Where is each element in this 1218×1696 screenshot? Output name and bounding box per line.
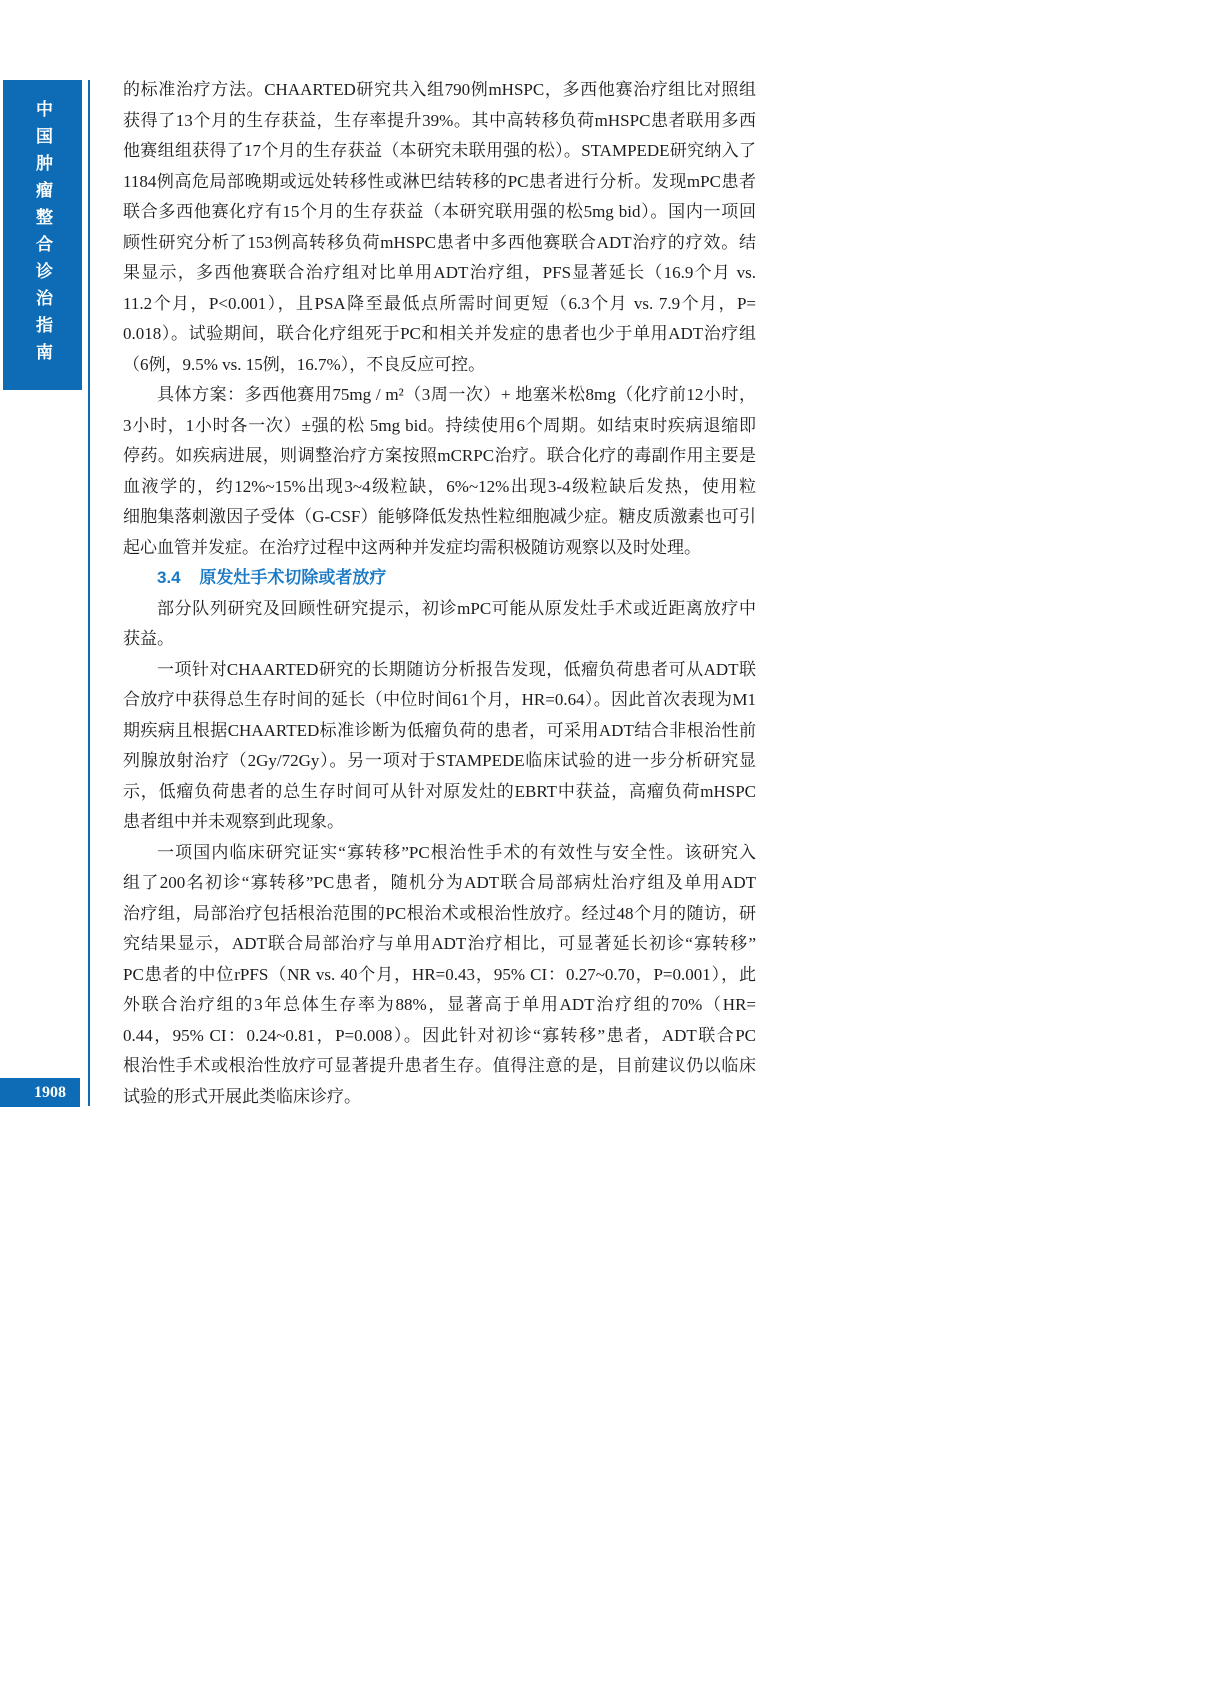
text-line: 细胞集落刺激因子受体（G-CSF）能够降低发热性粒细胞减少症。糖皮质激素也可引 xyxy=(123,507,756,526)
text-line: 1184例高危局部晚期或远处转移性或淋巴结转移的PC患者进行分析。发现mPC患者 xyxy=(123,171,756,191)
text-line: 患者组中并未观察到此现象。 xyxy=(123,812,344,831)
text-line: 联合多西他赛化疗有15个月的生存获益（本研究联用强的松5mg bid）。国内一项回 xyxy=(123,202,756,221)
page-number: 1908 xyxy=(34,1083,66,1101)
page-number-badge xyxy=(0,1078,80,1107)
text-line: 获益。 xyxy=(123,629,174,648)
text-line: 0.44，95% CI：0.24~0.81，P=0.008）。因此针对初诊“寡转移”患者，ADT联合PC xyxy=(123,1025,756,1045)
text-line: 获得了13个月的生存获益，生存率提升39%。其中高转移负荷mHSPC患者联用多西 xyxy=(123,110,756,130)
section-heading-title: 原发灶手术切除或者放疗 xyxy=(199,568,387,587)
text-line: 停药。如疾病进展，则调整治疗方案按照mCRPC治疗。联合化疗的毒副作用主要是 xyxy=(123,446,756,465)
section-heading-number: 3.4 xyxy=(157,568,181,587)
section-heading xyxy=(123,563,756,594)
sidebar-divider-line xyxy=(88,80,90,1106)
text-line: 起心血管并发症。在治疗过程中这两种并发症均需积极随访观察以及时处理。 xyxy=(123,537,701,557)
text-line: 具体方案：多西他赛用75mg / m²（3周一次）+ 地塞米松8mg（化疗前12小时， xyxy=(157,385,756,404)
document-body xyxy=(123,75,756,1112)
text-line: PC患者的中位rPFS（NR vs. 40个月，HR=0.43，95% CI：0.27~0.70，P=0.001），此 xyxy=(123,964,756,984)
text-line: 合放疗中获得总生存时间的延长（中位时间61个月，HR=0.64）。因此首次表现为M1 xyxy=(123,690,756,709)
text-line: 11.2个月，P<0.001），且PSA降至最低点所需时间更短（6.3个月 vs. 7.9个月，P= xyxy=(123,293,756,313)
sidebar-banner xyxy=(3,80,82,390)
text-line: 根治性手术或根治性放疗可显著提升患者生存。值得注意的是，目前建议仍以临床 xyxy=(123,1056,756,1075)
text-line: 他赛组组获得了17个月的生存获益（本研究未联用强的松）。STAMPEDE研究纳入了 xyxy=(123,141,756,160)
text-line: 示，低瘤负荷患者的总生存时间可从针对原发灶的EBRT中获益，高瘤负荷mHSPC xyxy=(123,781,756,801)
text-line: 试验的形式开展此类临床诊疗。 xyxy=(123,1086,361,1106)
text-line: 组了200名初诊“寡转移”PC患者，随机分为ADT联合局部病灶治疗组及单用ADT xyxy=(123,873,756,892)
text-line: （6例，9.5% vs. 15例，16.7%），不良反应可控。 xyxy=(123,354,486,374)
text-line: 列腺放射治疗（2Gy/72Gy）。另一项对于STAMPEDE临床试验的进一步分析研究显 xyxy=(123,751,756,770)
text-line: 期疾病且根据CHAARTED标准诊断为低瘤负荷的患者，可采用ADT结合非根治性前 xyxy=(123,720,756,740)
text-line: 血液学的，约12%~15%出现3~4级粒缺，6%~12%出现3-4级粒缺后发热，使用粒 xyxy=(123,476,756,496)
text-line: 顾性研究分析了153例高转移负荷mHSPC患者中多西他赛联合ADT治疗的疗效。结 xyxy=(123,232,756,252)
text-line: 究结果显示，ADT联合局部治疗与单用ADT治疗相比，可显著延长初诊“寡转移” xyxy=(123,934,756,953)
text-line: 3小时，1小时各一次）±强的松 5mg bid。持续使用6个周期。如结束时疾病退缩即 xyxy=(123,415,756,435)
sidebar-banner-text: 中国肿瘤整合诊治指南 xyxy=(33,100,52,370)
text-line: 的标准治疗方法。CHAARTED研究共入组790例mHSPC，多西他赛治疗组比对照组 xyxy=(123,80,756,99)
text-line: 一项针对CHAARTED研究的长期随访分析报告发现，低瘤负荷患者可从ADT联 xyxy=(157,659,756,679)
text-line: 0.018）。试验期间，联合化疗组死于PC和相关并发症的患者也少于单用ADT治疗组 xyxy=(123,324,756,343)
text-line: 外联合治疗组的3年总体生存率为88%，显著高于单用ADT治疗组的70%（HR= xyxy=(123,995,756,1014)
text-line: 部分队列研究及回顾性研究提示，初诊mPC可能从原发灶手术或近距离放疗中 xyxy=(157,598,756,618)
text-line: 治疗组，局部治疗包括根治范围的PC根治术或根治性放疗。经过48个月的随访，研 xyxy=(123,903,756,923)
text-line: 一项国内临床研究证实“寡转移”PC根治性手术的有效性与安全性。该研究入 xyxy=(157,842,756,862)
text-line: 果显示，多西他赛联合治疗组对比单用ADT治疗组，PFS显著延长（16.9个月 vs. xyxy=(123,263,756,282)
